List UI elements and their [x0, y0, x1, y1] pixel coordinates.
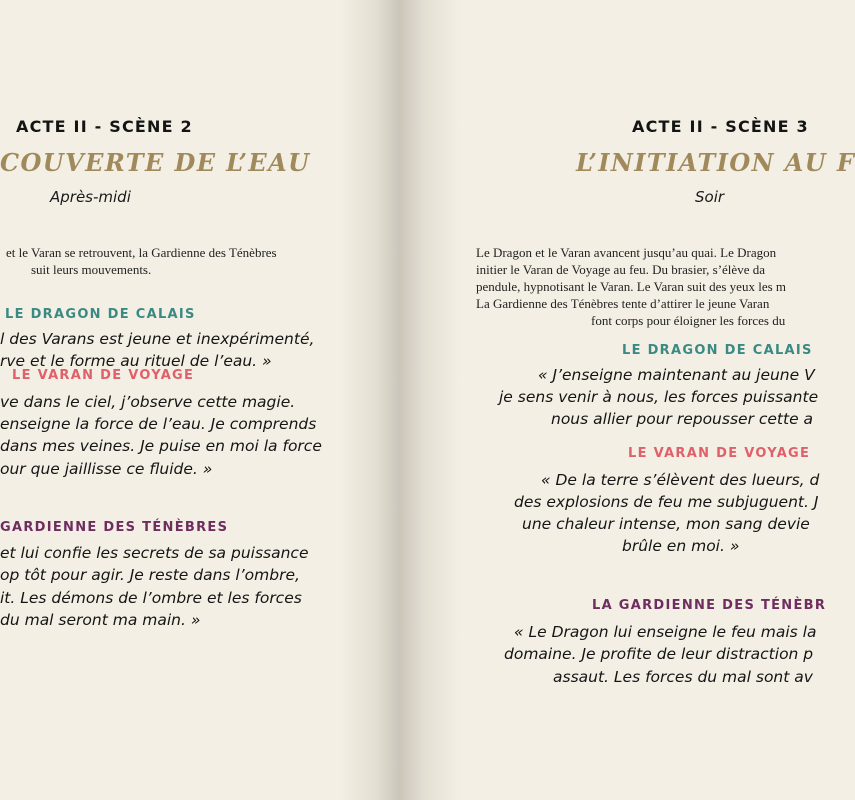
character-name: LE DRAGON DE CALAIS: [622, 343, 813, 358]
dialogue-line: it. Les démons de l’ombre et les forces: [0, 589, 302, 607]
dialogue-line: domaine. Je profite de leur distraction p: [504, 645, 814, 663]
dialogue-line: brûle en moi. »: [622, 537, 740, 555]
dialogue-line: « Le Dragon lui enseigne le feu mais la: [514, 623, 817, 641]
intro-line: pendule, hypnotisant le Varan. Le Varan suit des yeux les m: [476, 279, 787, 294]
character-name: LA GARDIENNE DES TÉNÈBR: [592, 598, 827, 613]
left-page: [0, 0, 390, 800]
dialogue-line: our que jaillisse ce fluide. »: [0, 460, 213, 478]
dialogue-line: dans mes veines. Je puise en moi la force: [0, 437, 322, 455]
scene-time: Soir: [695, 188, 725, 206]
act-heading: ACTE II - SCÈNE 2: [16, 117, 193, 136]
character-name: LE VARAN DE VOYAGE: [12, 368, 195, 383]
act-heading: ACTE II - SCÈNE 3: [632, 117, 809, 136]
dialogue-line: rve et le forme au rituel de l’eau. »: [0, 352, 272, 370]
intro-line: La Gardienne des Ténèbres tente d’attirer le jeune Varan: [476, 296, 770, 311]
intro-line: Le Dragon et le Varan avancent jusqu’au quai. Le Dragon: [476, 245, 777, 260]
dialogue-line: des explosions de feu me subjuguent. J: [514, 493, 819, 511]
character-name: LE DRAGON DE CALAIS: [5, 307, 196, 322]
scene-title: L’INITIATION AU F: [576, 148, 855, 177]
scene-time: Après-midi: [50, 188, 131, 206]
scene-title: COUVERTE DE L’EAU: [0, 148, 311, 177]
dialogue-line: nous allier pour repousser cette a: [551, 410, 814, 428]
character-name: LE VARAN DE VOYAGE: [628, 446, 811, 461]
intro-line: initier le Varan de Voyage au feu. Du brasier, s’élève da: [476, 262, 765, 277]
dialogue-line: une chaleur intense, mon sang devie: [522, 515, 810, 533]
dialogue-line: enseigne la force de l’eau. Je comprends: [0, 415, 317, 433]
dialogue-line: assaut. Les forces du mal sont av: [553, 668, 813, 686]
dialogue-line: « J’enseigne maintenant au jeune V: [538, 366, 815, 384]
dialogue-line: du mal seront ma main. »: [0, 611, 201, 629]
dialogue-line: je sens venir à nous, les forces puissante: [499, 388, 819, 406]
dialogue-line: op tôt pour agir. Je reste dans l’ombre,: [0, 566, 300, 584]
intro-line: suit leurs mouvements.: [31, 262, 152, 277]
dialogue-line: « De la terre s’élèvent des lueurs, d: [541, 471, 820, 489]
dialogue-line: l des Varans est jeune et inexpérimenté,: [0, 330, 315, 348]
intro-line: font corps pour éloigner les forces du: [591, 313, 786, 328]
intro-line: et le Varan se retrouvent, la Gardienne des Ténèbres: [6, 245, 277, 260]
character-name: GARDIENNE DES TÉNÈBRES: [0, 520, 229, 535]
right-page: [410, 0, 855, 800]
dialogue-line: ve dans le ciel, j’observe cette magie.: [0, 393, 296, 411]
dialogue-line: et lui confie les secrets de sa puissance: [0, 544, 309, 562]
